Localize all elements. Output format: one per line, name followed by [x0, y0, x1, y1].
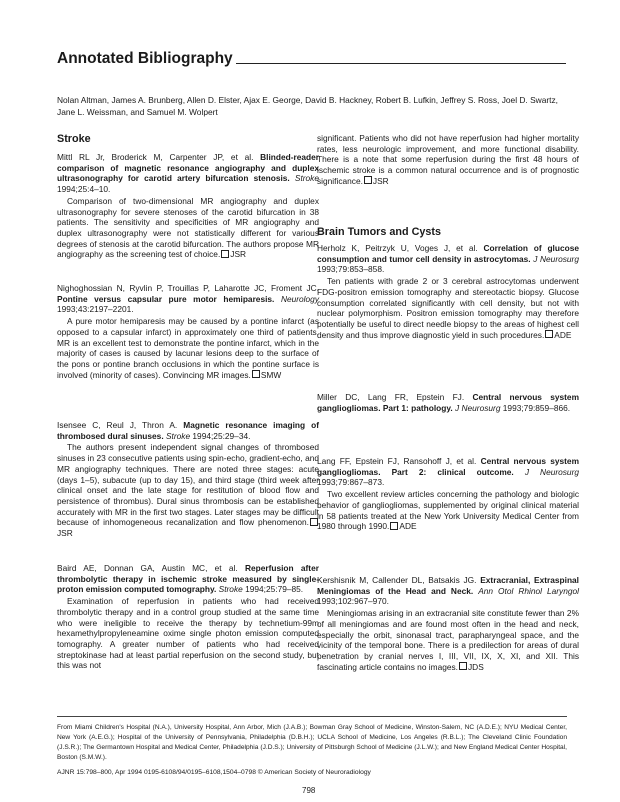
annotation-text: A pure motor hemiparesis may be caused by a pontine infarct (as opposed to a capsular infarct) in approximately one third of patients. MR is an excellent test to demonstrate the pontine infarct, which in the majority of cases is caused by lacunar lesions deep to the surface of the pons or pontine branch occlusions in which the pontine surface is involved (minority of cases). Convincing MR images. [57, 316, 319, 380]
journal-reference: 1994;25:4–10. [57, 184, 111, 195]
journal-name: J Neurosurg [524, 466, 579, 477]
citation [57, 420, 319, 441]
journal-name: Ann Otol Rhinol Laryngol [478, 585, 579, 596]
journal-name: Stroke [218, 584, 243, 595]
bibliography-entry [317, 392, 579, 414]
annotation-text: The authors present independent signal changes of thrombosed sinuses in 23 consecutive patients using spin-echo, gradient-echo, and MR angiography techniques. There are noted three stages: acute (days 1–5), subacute (up to day 15), and third stage (third week after clinical onset and the late stage for restitution of blood flow and persistence of thrombus). Dural sinus thrombosis can be established accurately with MR in the first two stages. Later stages may be difficult because of inhomogeneous recanalization and flow phenomenon. [57, 442, 319, 528]
journal-reference: 1993;102:967–970. [317, 596, 389, 607]
citation [317, 456, 579, 488]
journal-line: AJNR 15:798–800, Apr 1994 0195-6108/94/0195–6108,1504–0798 © American Society of Neuroradiology [57, 769, 371, 776]
citation-authors: Miller DC, Lang FR, Epstein FJ. [317, 392, 465, 402]
journal-reference: 1993;79:867–873. [317, 477, 385, 488]
citation-authors: Lang FF, Epstein FJ, Ransohoff J, et al. [317, 456, 477, 466]
reviewer-initials: ADE [389, 521, 416, 531]
reviewer-initials: JDS [458, 662, 484, 672]
annotation [57, 196, 319, 260]
author-list: Nolan Altman, James A. Brunberg, Allen D. Elster, Ajax E. George, David B. Hackney, Robert B. Lufkin, Jeffrey S. Ross, Joel D. Swartz, Jane L. Weissman, and Samuel M. Wolpert [57, 95, 559, 118]
page-title: Annotated Bibliography [57, 50, 233, 67]
article-title: Blinded-reader comparison of magnetic resonance angiography and duplex ultrasonography for carotid artery bifurcation stenosis. [57, 152, 319, 184]
article-title: Central nervous system gangliogliomas. Part 1: pathology. [317, 392, 579, 413]
citation [317, 243, 579, 275]
title-rule [236, 63, 566, 64]
reviewer-initials: SMW [251, 370, 281, 380]
journal-name: J Neurosurg [533, 253, 579, 264]
citation-authors: Baird AE, Donnan GA, Austin MC, et al. [57, 563, 238, 573]
footer-affiliations: From Miami Children's Hospital (N.A.), University Hospital, Ann Arbor, Mich (J.A.B.); Bowman Gray School of Medicine, Winston-Salem, NC (A.D.E.); NYU Medical Center, New York (A.E.G.); Hospital of the University of Pennsylvania, Philadelphia (D.B.H.); UCLA School of Medicine, Los Angeles (R.B.L.); The Cleveland Clinic Foundation (J.S.R.); The Germantown Hospital and Medical Center, Philadelphia (J.D.S.); University of Pittsburgh School of Medicine (J.L.W.); and New England Medical Center Hospital, Boston (S.M.W.). [57, 724, 567, 761]
citation [57, 563, 319, 595]
reviewer-initials: ADE [544, 330, 571, 340]
journal-reference: 1993;79:853–858. [317, 264, 385, 275]
annotation-text: Meningiomas arising in an extracranial site constitute fewer than 2% of all meningiomas and are found most often in the head and neck, especially the orbit, sinonasal tract, parapharyngeal space, and the vicinity of the temporal bone. There is a predilection for areas of dural penetration by cranial nerves I, III, VII, IX, X, XI, and XII. This fascinating article contains no images. [317, 608, 579, 672]
annotation [57, 596, 319, 671]
article-title: Pontine versus capsular pure motor hemiparesis. [57, 293, 275, 304]
footer-rule [57, 716, 567, 717]
reviewer-initials: JSR [363, 176, 389, 186]
annotation [317, 133, 579, 187]
bibliography-entry [57, 420, 319, 539]
journal-name: J Neurosurg [455, 402, 501, 413]
journal-reference: 1994;25:79–85. [245, 584, 304, 595]
article-title: Reperfusion after thrombolytic therapy in ischemic stroke measured by single-proton emission computed tomography. [57, 563, 319, 595]
bibliography-entry [317, 575, 579, 672]
annotation [57, 316, 319, 380]
journal-reference: 1993;79:859–866. [502, 402, 571, 413]
section-heading-brain-tumors: Brain Tumors and Cysts [317, 226, 441, 238]
reviewer-initials: JSR [220, 249, 246, 259]
journal-name: Neurology [280, 293, 319, 304]
citation-authors: Kershisnik M, Callender DL, Batsakis JG. [317, 575, 477, 585]
bibliography-entry [317, 456, 579, 532]
article-title: Correlation of glucose consumption and tumor cell density in astrocytomas. [317, 243, 579, 264]
journal-name: Stroke [294, 173, 319, 184]
annotation [317, 489, 579, 532]
citation-authors: Mittl RL Jr, Broderick M, Carpenter JP, et al. [57, 152, 254, 162]
citation-authors: Isensee C, Reul J, Thron A. [57, 420, 178, 430]
bibliography-entry-continued [317, 133, 579, 187]
citation [317, 392, 579, 413]
bibliography-entry [57, 563, 319, 671]
annotation [57, 442, 319, 538]
article-title: Magnetic resonance imaging of thrombosed dural sinuses. [57, 420, 319, 441]
annotation [317, 276, 579, 340]
annotation-text: Ten patients with grade 2 or 3 cerebral astrocytomas underwent FDG-positron emission tomography and stereotactic biopsy. Glucose consumption correlated significantly with cell density, but not with nuclear polymorphism. Positron emission tomography may therefore potentially be useful to direct needle biopsy to the areas of highest cell density and thus improve diagnostic yield in such procedures. [317, 276, 579, 340]
bibliography-entry [57, 283, 319, 380]
citation-authors: Herholz K, Peitrzyk U, Voges J, et al. [317, 243, 478, 253]
journal-reference: 1994;25:29–34. [192, 430, 251, 441]
annotation-text: Examination of reperfusion in patients who had received thrombolytic therapy and in a control group studied at the same time who were ineligible to receive the therapy by technetium-99m hexamethylpropyleneamine oxime single photon emission computed tomography. A greater number of patients who had received streptokinase had at least partial reperfusion on the second study, but this was not [57, 596, 319, 671]
section-heading-stroke: Stroke [57, 133, 91, 145]
article-title: Extracranial, Extraspinal Meningiomas of the Head and Neck. [317, 575, 579, 596]
journal-name: Stroke [165, 430, 191, 441]
page-number: 798 [302, 786, 316, 795]
article-title: Central nervous system gangliogliomas. Part 2: clinical outcome. [317, 456, 579, 477]
citation [317, 575, 579, 607]
annotation-text: Comparison of two-dimensional MR angiography and duplex ultrasonography for severe stenoses of the carotid bifurcation in 38 patients. The sensitivity and specificities of MR angiography and duplex ultrasonography were not statistically different for various degrees of stenosis at the carotid bifurcation. The authors propose MR angiography as the screening test of choice. [57, 195, 319, 260]
annotation [317, 608, 579, 672]
citation [57, 283, 319, 315]
annotation-text: significant. Patients who did not have reperfusion had higher mortality rates, less neurologic improvement, and more functional disability. There is a note that some reperfusion during the first 48 hours of ischemic stroke is a common natural occurrence and is of prognostic significance. [317, 133, 579, 186]
annotation-text: Two excellent review articles concerning the pathology and biologic behavior of gangliogliomas, supplemented by original clinical material in 58 patients treated at the New York University Medical Center from 1980 through 1990. [317, 489, 579, 532]
bibliography-entry [317, 243, 579, 340]
bibliography-entry [57, 152, 319, 260]
citation [57, 152, 319, 195]
citation-authors: Nighoghossian N, Ryvlin P, Trouillas P, Laharotte JC, Froment JC. [57, 283, 319, 293]
journal-reference: 1993;43:2197–2201. [57, 304, 134, 315]
reviewer-initials: JSR [57, 517, 319, 538]
